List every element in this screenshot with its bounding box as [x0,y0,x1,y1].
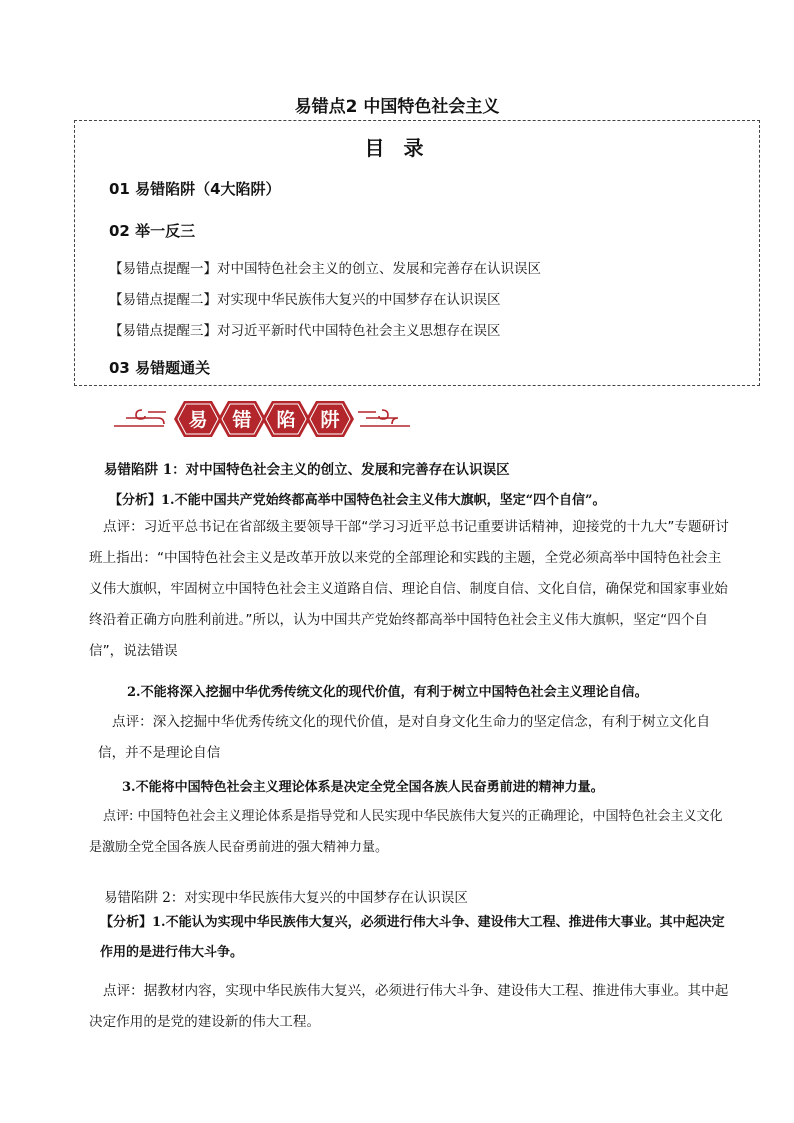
page-title: 易错点2 中国特色社会主义 [294,97,500,117]
trap1-analysis-1: 【分析】1.不能中国共产党始终都高举中国特色社会主义伟大旗帜，坚定“四个自信”。 [109,493,606,508]
banner-char-2: 错 [232,409,252,431]
trap2-comment-1 [89,976,729,1038]
trap1-comment-1-text: 点评：习近平总书记在省部级主要领导干部“学习习近平总书记重要讲话精神，迎接党的十九大”专题研讨班上指出：“中国特色社会主义是改革开放以来党的全部理论和实践的主题，全党必须高举中国特色社会主义伟大旗帜，牢固树立中国特色社会主义道路自信、理论自信、制度自信、文化自信，确保党和国家事业始终沿着正确方向胜利前进。”所以，认为中国共产党始终都高举中国特色社会主义伟大旗帜，坚定“四个自信”，说法错误 [89,519,729,659]
toc-item-3[interactable]: 【易错点提醒三】对习近平新时代中国特色社会主义思想存在误区 [109,323,501,339]
trap1-comment-3 [89,801,729,863]
toc-section-1[interactable]: 01 易错陷阱（4大陷阱） [109,180,281,198]
banner-char-1: 易 [188,409,208,431]
trap1-comment-3-text: 点评: 中国特色社会主义理论体系是指导党和人民实现中华民族伟大复兴的正确理论，中国特色社会主义文化是激励全党全国各族人民奋勇前进的强大精神力量。 [89,809,723,855]
toc-item-1[interactable]: 【易错点提醒一】对中国特色社会主义的创立、发展和完善存在认识误区 [109,261,541,277]
toc-heading: 目 录 [364,136,430,160]
trap2-analysis-1-text: 【分析】1.不能认为实现中华民族伟大复兴，必须进行伟大斗争、建设伟大工程、推进伟大事业。其中起决定作用的是进行伟大斗争。 [100,915,725,960]
toc-section-2[interactable]: 02 举一反三 [109,222,196,240]
trap1-comment-1 [89,512,729,667]
banner-char-3: 陷 [276,409,296,431]
trap2-analysis-1 [100,908,728,968]
right-ornament-icon [358,410,410,426]
trap1-heading: 易错陷阱 1：对中国特色社会主义的创立、发展和完善存在认识误区 [104,462,510,478]
trap1-comment-2-text: 点评：深入挖掘中华优秀传统文化的现代价值，是对自身文化生命力的坚定信念，有利于树立文化自信，并不是理论自信 [98,714,711,761]
toc-item-2[interactable]: 【易错点提醒二】对实现中华民族伟大复兴的中国梦存在认识误区 [109,292,501,308]
toc-section-3[interactable]: 03 易错题通关 [109,359,211,377]
trap2-comment-1-text: 点评：据教材内容，实现中华民族伟大复兴，必须进行伟大斗争、建设伟大工程、推进伟大事业。其中起决定作用的是党的建设新的伟大工程。 [89,983,729,1030]
left-ornament-icon [114,410,166,426]
trap1-analysis-3: 3.不能将中国特色社会主义理论体系是决定全党全国各族人民奋勇前进的精神力量。 [122,780,604,795]
trap1-analysis-2: 2.不能将深入挖掘中华优秀传统文化的现代价值，有利于树立中国特色社会主义理论自信。 [127,685,648,700]
trap1-comment-2 [98,707,728,769]
section-banner [112,392,412,446]
banner-char-4: 阱 [320,409,340,431]
trap2-heading: 易错陷阱 2：对实现中华民族伟大复兴的中国梦存在认识误区 [104,890,468,906]
